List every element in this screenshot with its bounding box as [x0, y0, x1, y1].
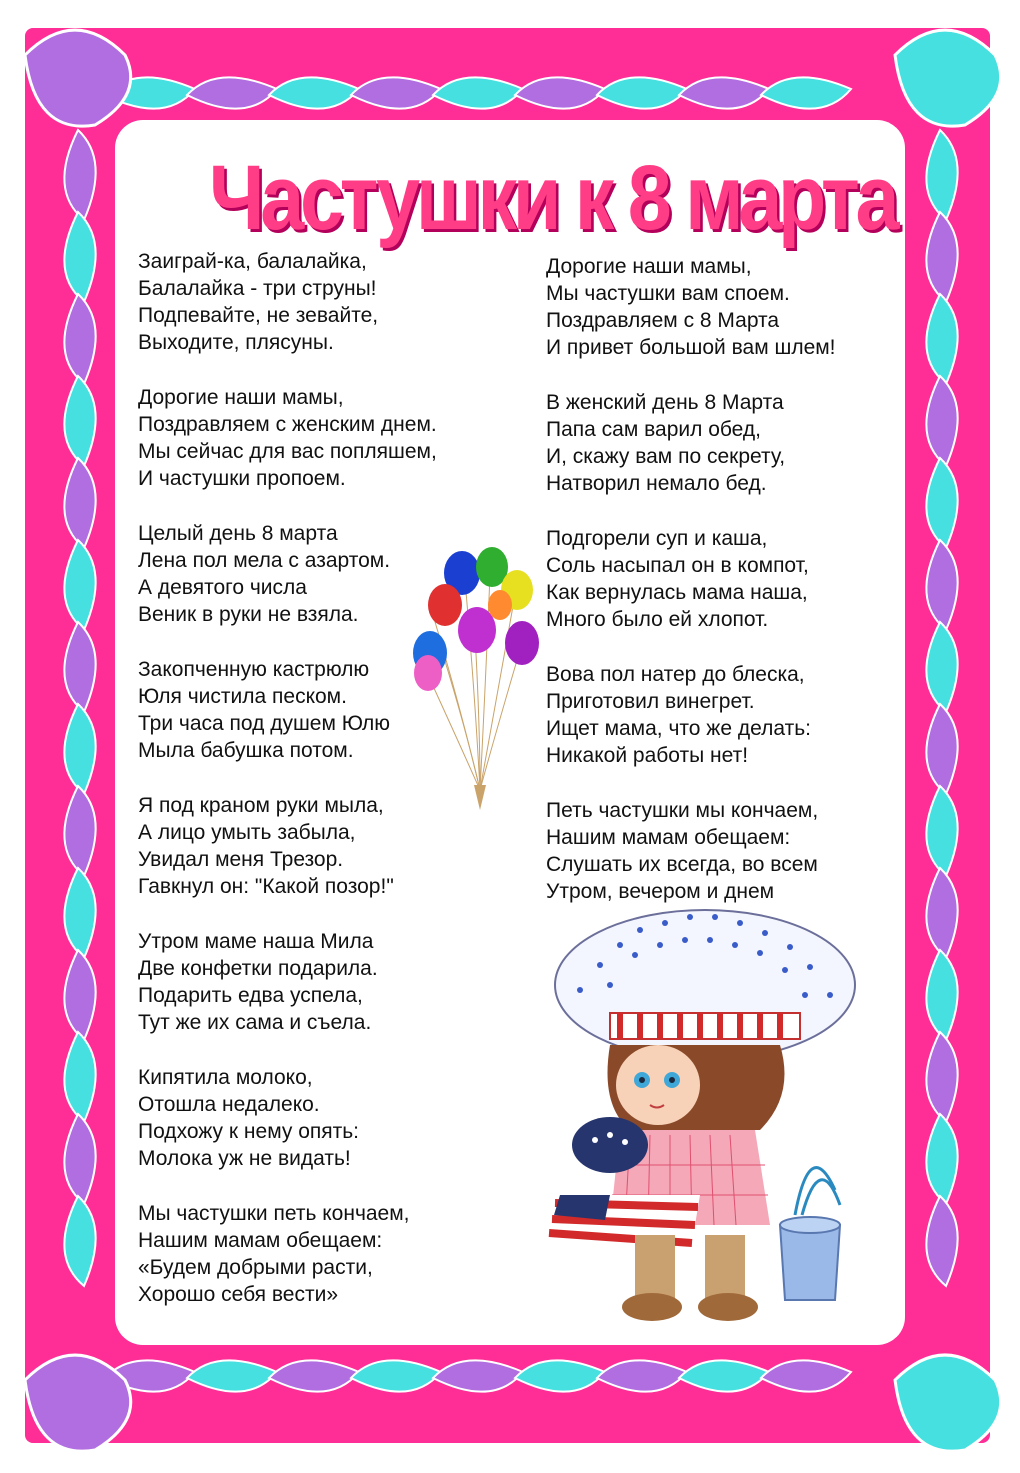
verse-line: И, скажу вам по секрету,	[546, 445, 786, 468]
verse-line: Балалайка - три струны!	[138, 277, 377, 300]
verse-line: Отошла недалеко.	[138, 1093, 320, 1116]
verse-line: Петь частушки мы кончаем,	[546, 799, 819, 822]
verse-line: Нашим мамам обещаем:	[138, 1229, 383, 1252]
verse-line: Хорошо себя вести»	[138, 1283, 339, 1306]
stanza	[546, 661, 896, 769]
verse-line: Вова пол натер до блеска,	[546, 663, 805, 686]
stanza	[546, 525, 896, 633]
verse-line: Мы частушки вам споем.	[546, 282, 790, 305]
right-column	[546, 253, 896, 933]
stanza	[138, 1200, 538, 1308]
verse-line: Заиграй-ка, балалайка,	[138, 250, 367, 273]
verse-line: Тут же их сама и съела.	[138, 1011, 372, 1034]
verse-line: «Будем добрыми расти,	[138, 1256, 373, 1279]
verse-line: А лицо умыть забыла,	[138, 821, 356, 844]
verse-line: Подарить едва успела,	[138, 984, 363, 1007]
verse-line: Выходите, плясуны.	[138, 331, 334, 354]
verse-line: Юля чистила песком.	[138, 685, 347, 708]
verse-line: Увидал меня Трезор.	[138, 848, 344, 871]
verse-line: Веник в руки не взяла.	[138, 603, 359, 626]
verse-line: Нашим мамам обещаем:	[546, 826, 791, 849]
verse-line: Подхожу к нему опять:	[138, 1120, 360, 1143]
girl-illustration-icon	[540, 895, 860, 1335]
verse-line: Закопченную кастрюлю	[138, 658, 370, 681]
verse-line: Две конфетки подарила.	[138, 957, 378, 980]
verse-line: Утром, вечером и днем	[546, 880, 775, 903]
verse-line: Три часа под душем Юлю	[138, 712, 391, 735]
stanza	[546, 797, 896, 905]
page-title: Частушки к 8 марта	[209, 147, 896, 249]
verse-line: Много было ей хлопот.	[546, 608, 769, 631]
verse-line: Поздравляем с женским днем.	[138, 413, 437, 436]
verse-line: Подпевайте, не зевайте,	[138, 304, 379, 327]
verse-line: Поздравляем с 8 Марта	[546, 309, 780, 332]
stanza	[138, 248, 538, 356]
verse-line: Папа сам варил обед,	[546, 418, 761, 441]
verse-line: Соль насыпал он в компот,	[546, 554, 809, 577]
verse-line: Слушать их всегда, во всем	[546, 853, 818, 876]
verse-line: Как вернулась мама наша,	[546, 581, 808, 604]
verse-line: Целый день 8 марта	[138, 522, 338, 545]
verse-line: И привет большой вам шлем!	[546, 336, 836, 359]
verse-line: Ищет мама, что же делать:	[546, 717, 811, 740]
verse-line: Мы частушки петь кончаем,	[138, 1202, 410, 1225]
verse-line: Лена пол мела с азартом.	[138, 549, 391, 572]
stanza	[546, 253, 896, 361]
verse-line: Подгорели суп и каша,	[546, 527, 768, 550]
verse-line: В женский день 8 Марта	[546, 391, 784, 414]
verse-line: Кипятила молоко,	[138, 1066, 313, 1089]
verse-line: Утром маме наша Мила	[138, 930, 374, 953]
verse-line: Дорогие наши мамы,	[138, 386, 344, 409]
verse-line: А девятого числа	[138, 576, 307, 599]
verse-line: Приготовил винегрет.	[546, 690, 755, 713]
verse-line: Никакой работы нет!	[546, 744, 749, 767]
verse-line: Мы сейчас для вас попляшем,	[138, 440, 437, 463]
verse-line: Я под краном руки мыла,	[138, 794, 384, 817]
balloons-icon	[400, 535, 550, 810]
verse-line: И частушки пропоем.	[138, 467, 346, 490]
verse-line: Мыла бабушка потом.	[138, 739, 354, 762]
verse-line: Гавкнул он: "Какой позор!"	[138, 875, 394, 898]
stanza	[138, 384, 538, 492]
verse-line: Дорогие наши мамы,	[546, 255, 752, 278]
verse-line: Натворил немало бед.	[546, 472, 767, 495]
stanza	[546, 389, 896, 497]
stanza	[138, 928, 538, 1036]
verse-line: Молока уж не видать!	[138, 1147, 351, 1170]
stanza	[138, 1064, 538, 1172]
